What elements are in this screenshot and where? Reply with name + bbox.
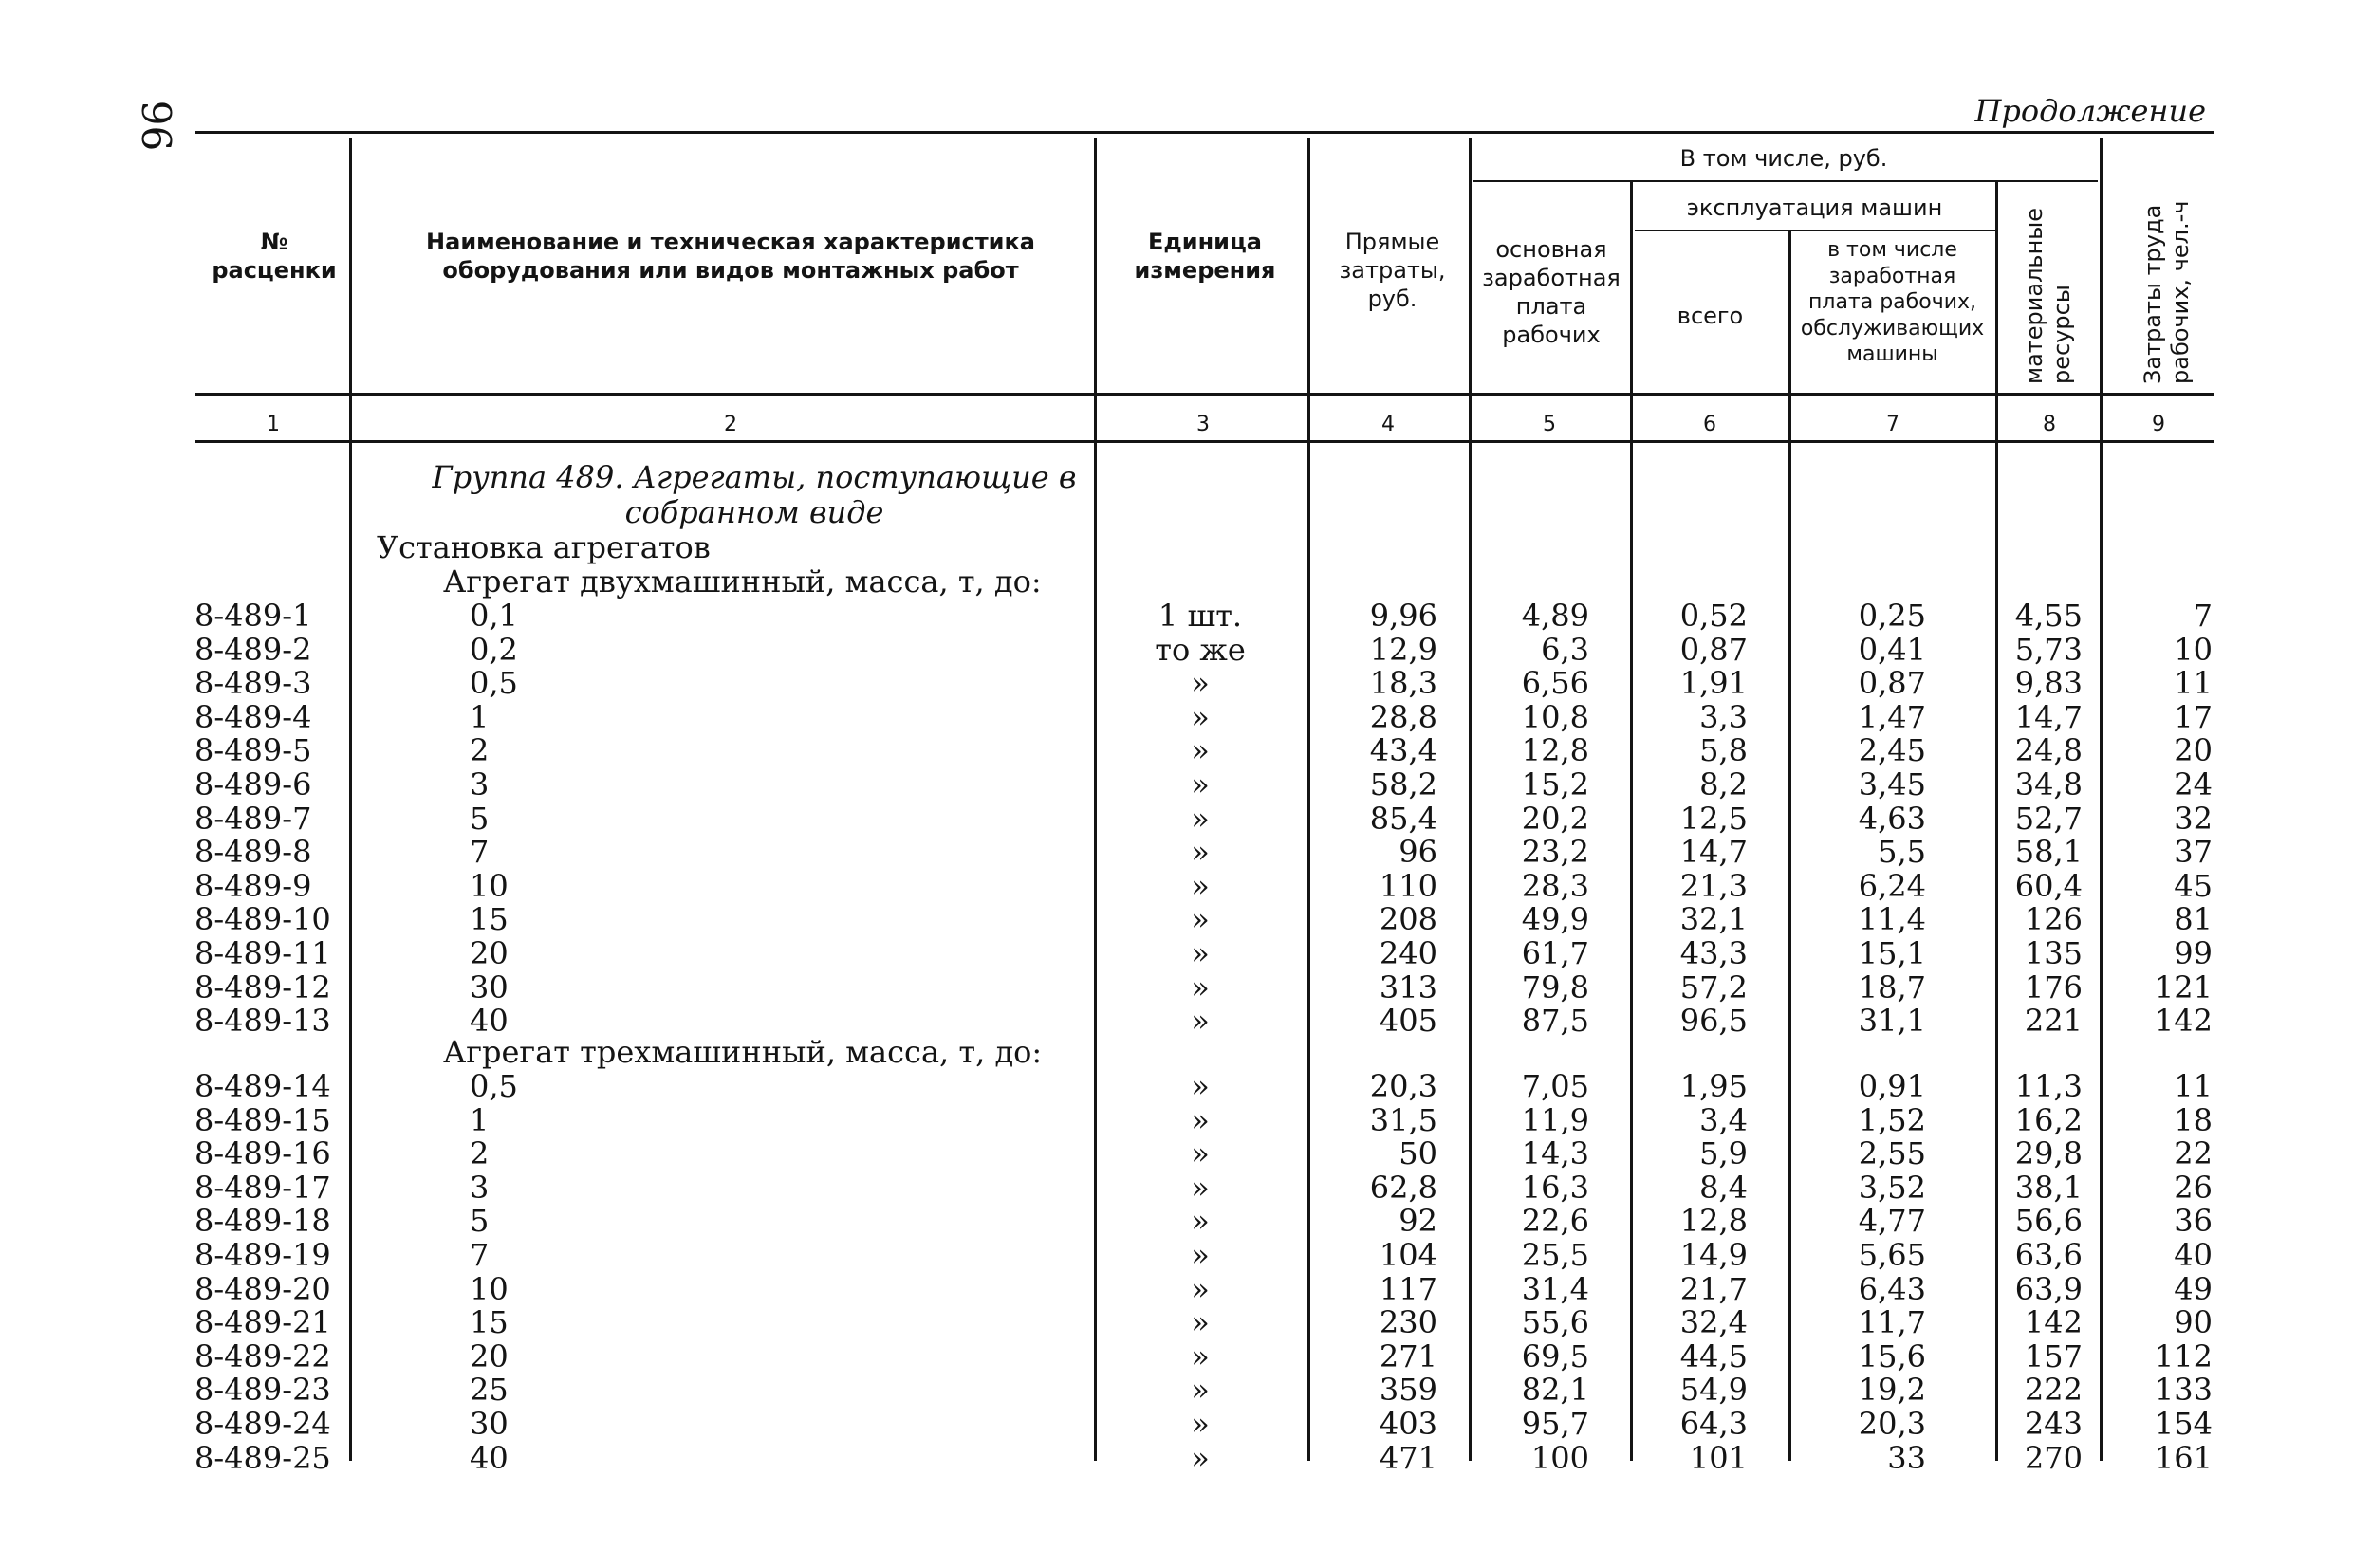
cell-unit: »: [1191, 1304, 1210, 1341]
header-group-including: В том числе, руб.: [1679, 145, 1888, 172]
cell-c4: 271: [1379, 1337, 1437, 1374]
cell-c8: 34,8: [2014, 766, 2083, 802]
header-col2: Наименование и техническая характеристика оборудования или видов монтажных работ: [426, 229, 1035, 284]
header-col7: в том числе заработная плата рабочих, обслуживающих машины: [1800, 238, 1985, 366]
cell-c8: 52,7: [2014, 800, 2083, 837]
subsection-three-machine: Агрегат трехмашинный, масса, т, до:: [443, 1034, 1043, 1070]
cell-c4: 96: [1399, 834, 1437, 871]
table-row: [0, 1135, 2353, 1170]
cell-c7: 20,3: [1858, 1406, 1926, 1442]
cell-c5: 31,4: [1521, 1270, 1589, 1307]
cell-c8: 38,1: [2014, 1169, 2083, 1206]
cell-c5: 82,1: [1521, 1372, 1589, 1409]
cell-code: 8-489-22: [195, 1337, 331, 1374]
colnum-2: 2: [724, 413, 737, 436]
cell-code: 8-489-13: [195, 1003, 331, 1040]
cell-unit: »: [1191, 665, 1210, 702]
cell-c4: 50: [1399, 1135, 1437, 1172]
cell-name: 10: [470, 1270, 509, 1307]
cell-c8: 126: [2024, 901, 2083, 938]
table-row: [0, 1170, 2353, 1204]
cell-unit: »: [1191, 1270, 1210, 1307]
cell-c6: 21,3: [1679, 867, 1748, 904]
cell-c8: 176: [2024, 968, 2083, 1005]
cell-c8: 11,3: [2014, 1068, 2083, 1104]
cell-unit: »: [1191, 1203, 1210, 1240]
cell-unit: »: [1191, 1169, 1210, 1206]
table-row: [0, 766, 2353, 801]
cell-name: 7: [470, 1237, 490, 1273]
cell-c5: 55,6: [1521, 1304, 1589, 1341]
cell-c9: 90: [2174, 1304, 2213, 1341]
cell-c5: 25,5: [1521, 1237, 1589, 1273]
cell-c8: 9,83: [2014, 665, 2083, 702]
cell-c6: 32,4: [1679, 1304, 1748, 1341]
cell-c4: 31,5: [1369, 1101, 1437, 1138]
cell-name: 2: [470, 1135, 490, 1172]
cell-name: 40: [470, 1003, 509, 1040]
cell-c6: 8,4: [1699, 1169, 1748, 1206]
cell-c9: 10: [2174, 631, 2213, 668]
cell-name: 5: [470, 800, 490, 837]
colnum-7: 7: [1886, 413, 1899, 436]
cell-c7: 5,5: [1878, 834, 1926, 871]
cell-c4: 230: [1379, 1304, 1437, 1341]
cell-code: 8-489-21: [195, 1304, 331, 1341]
cell-c6: 5,9: [1699, 1135, 1748, 1172]
cell-code: 8-489-7: [195, 800, 312, 837]
cell-c6: 14,9: [1679, 1237, 1748, 1273]
cell-code: 8-489-17: [195, 1169, 331, 1206]
cell-code: 8-489-2: [195, 631, 312, 668]
page-number: 96: [133, 100, 180, 152]
colnum-8: 8: [2043, 413, 2056, 436]
cell-name: 40: [470, 1439, 509, 1476]
table-row: [0, 868, 2353, 902]
cell-c7: 3,52: [1858, 1169, 1926, 1206]
colnum-9: 9: [2152, 413, 2165, 436]
cell-c4: 12,9: [1369, 631, 1437, 668]
cell-c8: 4,55: [2014, 598, 2083, 634]
cell-c9: 11: [2174, 1068, 2213, 1104]
cell-c9: 99: [2174, 935, 2213, 971]
table-row: [0, 1102, 2353, 1136]
header-col5: основная заработная плата рабочих: [1482, 236, 1621, 348]
cell-c9: 36: [2174, 1203, 2213, 1240]
cell-name: 3: [470, 766, 490, 802]
cell-c6: 43,3: [1679, 935, 1748, 971]
table-row: [0, 632, 2353, 666]
cell-c9: 22: [2174, 1135, 2213, 1172]
cell-unit: »: [1191, 1439, 1210, 1476]
cell-c5: 95,7: [1521, 1406, 1589, 1442]
cell-unit: »: [1191, 1237, 1210, 1273]
cell-c8: 157: [2024, 1337, 2083, 1374]
section-title: Установка агрегатов: [377, 529, 711, 565]
cell-c4: 85,4: [1369, 800, 1437, 837]
colnum-bottom-rule: [195, 440, 2214, 443]
colnum-3: 3: [1196, 413, 1210, 436]
table-row: [0, 1440, 2353, 1474]
cell-c5: 7,05: [1521, 1068, 1589, 1104]
cell-unit: »: [1191, 1068, 1210, 1104]
cell-c8: 270: [2024, 1439, 2083, 1476]
cell-c6: 3,4: [1699, 1101, 1748, 1138]
cell-c8: 14,7: [2014, 698, 2083, 735]
cell-c8: 63,6: [2014, 1237, 2083, 1273]
cell-unit: »: [1191, 1135, 1210, 1172]
rule-machines: [1635, 230, 1995, 231]
cell-name: 15: [470, 901, 509, 938]
subsection-two-machine: Агрегат двухмашинный, масса, т, до:: [443, 563, 1042, 600]
cell-c9: 154: [2154, 1406, 2213, 1442]
cell-code: 8-489-12: [195, 968, 331, 1005]
cell-name: 10: [470, 867, 509, 904]
cell-c8: 56,6: [2014, 1203, 2083, 1240]
cell-c5: 4,89: [1521, 598, 1589, 634]
header-col4: Прямые затраты, руб.: [1339, 229, 1446, 312]
cell-c6: 0,52: [1679, 598, 1748, 634]
cell-unit: »: [1191, 1101, 1210, 1138]
cell-code: 8-489-16: [195, 1135, 331, 1172]
header-col6: всего: [1677, 303, 1744, 329]
cell-c7: 15,6: [1858, 1337, 1926, 1374]
cell-c5: 61,7: [1521, 935, 1589, 971]
cell-c4: 313: [1379, 968, 1437, 1005]
cell-unit: »: [1191, 867, 1210, 904]
header-col3: Единица измерения: [1134, 229, 1276, 284]
cell-c8: 60,4: [2014, 867, 2083, 904]
cell-code: 8-489-10: [195, 901, 331, 938]
header-col8: материальные ресурсы: [2021, 208, 2075, 384]
table-row: [0, 1068, 2353, 1102]
cell-code: 8-489-14: [195, 1068, 331, 1104]
cell-c8: 29,8: [2014, 1135, 2083, 1172]
cell-c6: 1,95: [1679, 1068, 1748, 1104]
cell-c7: 0,91: [1858, 1068, 1926, 1104]
cell-code: 8-489-11: [195, 935, 331, 971]
cell-c7: 19,2: [1858, 1372, 1926, 1409]
cell-c5: 11,9: [1521, 1101, 1589, 1138]
cell-c8: 142: [2024, 1304, 2083, 1341]
table-row: [0, 901, 2353, 938]
colnum-1: 1: [267, 413, 280, 436]
cell-code: 8-489-24: [195, 1406, 331, 1442]
cell-c6: 1,91: [1679, 665, 1748, 702]
cell-c9: 112: [2154, 1337, 2213, 1374]
cell-c5: 6,56: [1521, 665, 1589, 702]
cell-c6: 57,2: [1679, 968, 1748, 1005]
cell-c5: 14,3: [1521, 1135, 1589, 1172]
cell-c6: 32,1: [1679, 901, 1748, 938]
cell-name: 7: [470, 834, 490, 871]
cell-code: 8-489-8: [195, 834, 312, 871]
cell-c6: 21,7: [1679, 1270, 1748, 1307]
cell-c7: 31,1: [1858, 1003, 1926, 1040]
cell-c5: 10,8: [1521, 698, 1589, 735]
cell-c5: 12,8: [1521, 732, 1589, 769]
cell-c5: 20,2: [1521, 800, 1589, 837]
top-rule: [195, 131, 2214, 134]
cell-name: 1: [470, 1101, 490, 1138]
cell-c5: 28,3: [1521, 867, 1589, 904]
cell-c5: 6,3: [1541, 631, 1589, 668]
cell-unit: »: [1191, 834, 1210, 871]
cell-c7: 18,7: [1858, 968, 1926, 1005]
cell-c4: 208: [1379, 901, 1437, 938]
cell-c4: 9,96: [1369, 598, 1437, 634]
cell-c4: 110: [1379, 867, 1437, 904]
cell-c8: 135: [2024, 935, 2083, 971]
cell-c5: 15,2: [1521, 766, 1589, 802]
table-row: [0, 1338, 2353, 1373]
cell-c8: 63,9: [2014, 1270, 2083, 1307]
cell-c5: 100: [1530, 1439, 1589, 1476]
cell-c4: 18,3: [1369, 665, 1437, 702]
cell-c7: 6,43: [1858, 1270, 1926, 1307]
header-col9: Затраты труда рабочих, чел.-ч: [2140, 200, 2194, 384]
table-row: [0, 732, 2353, 769]
cell-unit: »: [1191, 901, 1210, 938]
cell-c6: 64,3: [1679, 1406, 1748, 1442]
cell-c6: 5,8: [1699, 732, 1748, 769]
cell-c9: 18: [2174, 1101, 2213, 1138]
cell-name: 25: [470, 1372, 509, 1409]
cell-name: 0,2: [470, 631, 518, 668]
cell-c6: 14,7: [1679, 834, 1748, 871]
cell-c9: 24: [2174, 766, 2213, 802]
cell-c9: 17: [2174, 698, 2213, 735]
cell-c8: 58,1: [2014, 834, 2083, 871]
cell-name: 5: [470, 1203, 490, 1240]
cell-c9: 40: [2174, 1237, 2213, 1273]
cell-c6: 3,3: [1699, 698, 1748, 735]
cell-c6: 0,87: [1679, 631, 1748, 668]
cell-unit: то же: [1155, 631, 1246, 668]
cell-c7: 5,65: [1858, 1237, 1926, 1273]
table-row: [0, 1304, 2353, 1341]
table-row: [0, 1372, 2353, 1409]
cell-name: 20: [470, 1337, 509, 1374]
cell-c5: 69,5: [1521, 1337, 1589, 1374]
cell-unit: »: [1191, 1372, 1210, 1409]
table-row: [0, 1406, 2353, 1440]
cell-code: 8-489-1: [195, 598, 312, 634]
cell-c8: 221: [2024, 1003, 2083, 1040]
cell-unit: »: [1191, 1003, 1210, 1040]
cell-c8: 243: [2024, 1406, 2083, 1442]
table-row: [0, 801, 2353, 835]
cell-code: 8-489-25: [195, 1439, 331, 1476]
cell-code: 8-489-3: [195, 665, 312, 702]
colnum-5: 5: [1543, 413, 1556, 436]
header-col1: № расценки: [212, 229, 337, 284]
cell-c6: 8,2: [1699, 766, 1748, 802]
cell-c4: 43,4: [1369, 732, 1437, 769]
table-row: [0, 1237, 2353, 1271]
cell-c7: 11,7: [1858, 1304, 1926, 1341]
table-row: [0, 1203, 2353, 1240]
table-row: [0, 1003, 2353, 1040]
cell-c7: 0,25: [1858, 598, 1926, 634]
cell-c7: 0,41: [1858, 631, 1926, 668]
cell-c9: 81: [2174, 901, 2213, 938]
cell-c7: 33: [1887, 1439, 1926, 1476]
cell-name: 30: [470, 1406, 509, 1442]
cell-c5: 49,9: [1521, 901, 1589, 938]
cell-c4: 403: [1379, 1406, 1437, 1442]
cell-name: 1: [470, 698, 490, 735]
cell-c7: 2,45: [1858, 732, 1926, 769]
table-row: [0, 665, 2353, 702]
cell-unit: »: [1191, 698, 1210, 735]
header-group-machines: эксплуатация машин: [1686, 194, 1943, 221]
cell-code: 8-489-19: [195, 1237, 331, 1273]
cell-name: 20: [470, 935, 509, 971]
cell-c9: 45: [2174, 867, 2213, 904]
cell-c9: 20: [2174, 732, 2213, 769]
group-title: Группа 489. Агрегаты, поступающие в собранном виде: [432, 459, 1077, 530]
cell-unit: »: [1191, 1406, 1210, 1442]
cell-c4: 58,2: [1369, 766, 1437, 802]
table-row: [0, 598, 2353, 632]
cell-c6: 96,5: [1679, 1003, 1748, 1040]
cell-c7: 1,52: [1858, 1101, 1926, 1138]
cell-c6: 101: [1689, 1439, 1748, 1476]
cell-c9: 161: [2154, 1439, 2213, 1476]
cell-c7: 3,45: [1858, 766, 1926, 802]
cell-c7: 0,87: [1858, 665, 1926, 702]
cell-unit: 1 шт.: [1158, 598, 1243, 634]
cell-c7: 6,24: [1858, 867, 1926, 904]
cell-c7: 2,55: [1858, 1135, 1926, 1172]
table-row: [0, 699, 2353, 733]
cell-c6: 12,8: [1679, 1203, 1748, 1240]
cell-unit: »: [1191, 732, 1210, 769]
cell-name: 15: [470, 1304, 509, 1341]
cell-c9: 26: [2174, 1169, 2213, 1206]
continuation-label: Продолжение: [1974, 93, 2206, 129]
cell-c4: 62,8: [1369, 1169, 1437, 1206]
cell-c6: 54,9: [1679, 1372, 1748, 1409]
cell-c5: 23,2: [1521, 834, 1589, 871]
cell-c7: 4,77: [1858, 1203, 1926, 1240]
cell-c4: 359: [1379, 1372, 1437, 1409]
cell-c9: 32: [2174, 800, 2213, 837]
cell-c9: 49: [2174, 1270, 2213, 1307]
cell-code: 8-489-18: [195, 1203, 331, 1240]
cell-c5: 79,8: [1521, 968, 1589, 1005]
cell-c7: 11,4: [1858, 901, 1926, 938]
header-bottom-rule: [195, 393, 2214, 396]
cell-c4: 28,8: [1369, 698, 1437, 735]
cell-c4: 104: [1379, 1237, 1437, 1273]
cell-c5: 87,5: [1521, 1003, 1589, 1040]
cell-unit: »: [1191, 766, 1210, 802]
cell-c9: 37: [2174, 834, 2213, 871]
cell-c4: 471: [1379, 1439, 1437, 1476]
cell-c6: 44,5: [1679, 1337, 1748, 1374]
cell-c9: 7: [2193, 598, 2213, 634]
cell-c8: 24,8: [2014, 732, 2083, 769]
cell-unit: »: [1191, 968, 1210, 1005]
table-row: [0, 1271, 2353, 1305]
cell-c5: 22,6: [1521, 1203, 1589, 1240]
cell-code: 8-489-5: [195, 732, 312, 769]
cell-unit: »: [1191, 935, 1210, 971]
rule-including: [1473, 180, 2098, 182]
cell-name: 2: [470, 732, 490, 769]
cell-c7: 4,63: [1858, 800, 1926, 837]
cell-code: 8-489-23: [195, 1372, 331, 1409]
cell-c6: 12,5: [1679, 800, 1748, 837]
cell-name: 3: [470, 1169, 490, 1206]
cell-c8: 16,2: [2014, 1101, 2083, 1138]
table-row: [0, 935, 2353, 969]
table-row: [0, 834, 2353, 871]
cell-code: 8-489-20: [195, 1270, 331, 1307]
cell-c7: 15,1: [1858, 935, 1926, 971]
cell-c4: 92: [1399, 1203, 1437, 1240]
cell-code: 8-489-9: [195, 867, 312, 904]
cell-name: 30: [470, 968, 509, 1005]
cell-unit: »: [1191, 1337, 1210, 1374]
cell-c9: 142: [2154, 1003, 2213, 1040]
cell-c4: 20,3: [1369, 1068, 1437, 1104]
colnum-6: 6: [1703, 413, 1716, 436]
cell-code: 8-489-15: [195, 1101, 331, 1138]
cell-code: 8-489-6: [195, 766, 312, 802]
cell-c9: 11: [2174, 665, 2213, 702]
cell-c9: 121: [2154, 968, 2213, 1005]
cell-c7: 1,47: [1858, 698, 1926, 735]
cell-name: 0,5: [470, 665, 518, 702]
cell-c8: 5,73: [2014, 631, 2083, 668]
cell-c8: 222: [2024, 1372, 2083, 1409]
cell-c9: 133: [2154, 1372, 2213, 1409]
cell-name: 0,1: [470, 598, 518, 634]
cell-name: 0,5: [470, 1068, 518, 1104]
cell-c5: 16,3: [1521, 1169, 1589, 1206]
table-row: [0, 969, 2353, 1004]
cell-code: 8-489-4: [195, 698, 312, 735]
cell-unit: »: [1191, 800, 1210, 837]
cell-c4: 240: [1379, 935, 1437, 971]
colnum-4: 4: [1381, 413, 1395, 436]
cell-c4: 405: [1379, 1003, 1437, 1040]
cell-c4: 117: [1379, 1270, 1437, 1307]
